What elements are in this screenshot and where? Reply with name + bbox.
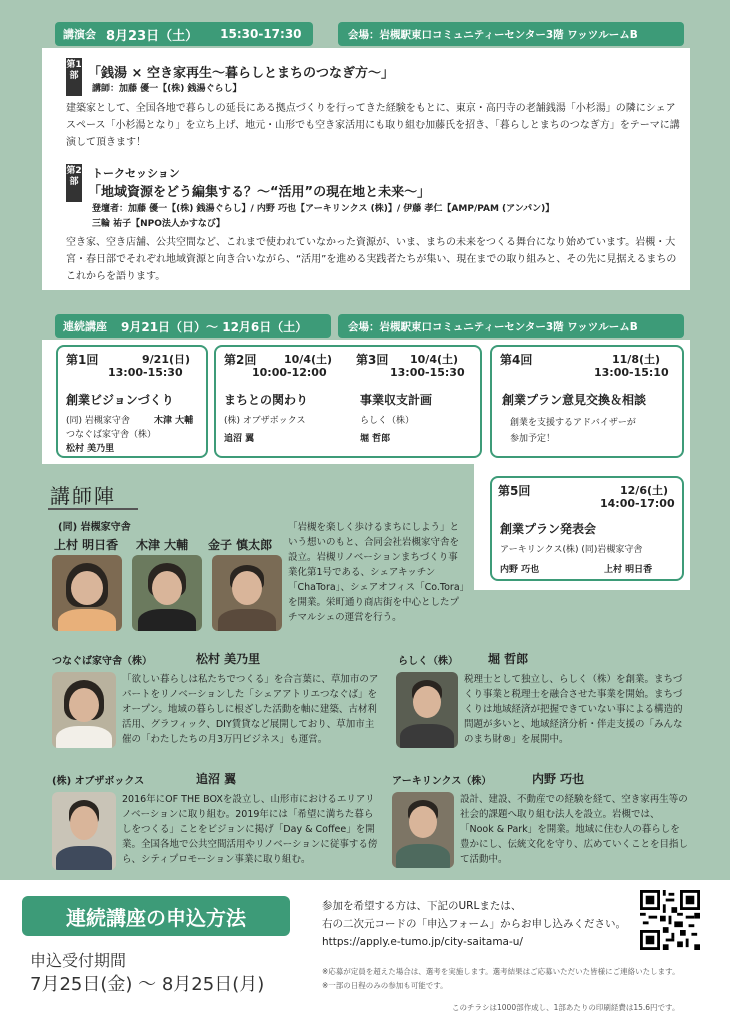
- print-cost-note: このチラシは1000部作成し、1部あたりの印刷経費は15.6円です。: [452, 1003, 680, 1012]
- matsumura-org: つなぐば家守舎（株）: [52, 656, 152, 667]
- series-dates: 9月21日（日）〜 12月6日（土）: [121, 319, 308, 334]
- group1-name-3: 金子 慎太郎: [208, 538, 273, 552]
- session-instructor: 木津 大輔: [154, 416, 194, 426]
- oinuma-org: (株) オブザボックス: [52, 776, 145, 787]
- lecture-header: [55, 22, 313, 46]
- session-title: 事業収支計画: [360, 393, 433, 407]
- session-num: 第3回: [356, 353, 389, 367]
- session-note: 創業を支援するアドバイザーが: [510, 418, 636, 428]
- session-title: まちとの関わり: [224, 393, 309, 407]
- group1-name-2: 木津 大輔: [136, 538, 189, 552]
- series-header: [55, 314, 331, 338]
- photo-hori: [396, 672, 458, 748]
- session-date: 10/4(土): [284, 353, 333, 366]
- series-label: 連続講座: [63, 320, 107, 333]
- session-instructor-2: 上村 明日香: [604, 565, 653, 575]
- session-instructor: 内野 巧也: [500, 565, 540, 575]
- session-org: アーキリンクス(株) (同)岩槻家守舎: [500, 545, 643, 555]
- session-num: 第4回: [500, 353, 533, 367]
- photo-kizu: [132, 555, 202, 631]
- session-org: (同) 岩槻家守舎: [66, 416, 130, 426]
- session-time: 13:00-15:30: [390, 366, 465, 379]
- uchino-org: アーキリンクス（株）: [392, 776, 492, 787]
- lecture-venue-text: 会場：岩槻駅東口コミュニティーセンター3階 ワッツルームB: [348, 28, 638, 41]
- lecture-label: 講演会: [63, 28, 96, 41]
- apply-instructions-2: 右の二次元コードの「申込フォーム」からお申し込みください。: [322, 918, 626, 930]
- session-time: 13:00-15:30: [108, 366, 183, 379]
- session-org-2: つなぐば家守舎（株）: [66, 430, 157, 440]
- photo-uchino: [392, 792, 454, 868]
- session-time: 10:00-12:00: [252, 366, 327, 379]
- session-num: 第1回: [66, 353, 99, 367]
- part2-body: 空き家、空き店舗、公共空間など、これまで使われていなかった資源が、いま、まちの未来をつくる舞台になり始めています。岩槻・大宮・春日部でそれぞれ地域資源と向き合いながら、“活用”を進める実践者たちが集い、現在までの取り組みと、その先に見据えるまちのこれからを語ります。: [66, 237, 677, 282]
- group1-name-1: 上村 明日香: [54, 538, 119, 552]
- session-date: 11/8(土): [612, 353, 661, 366]
- session-date: 12/6(土): [620, 484, 669, 497]
- session-instructor-2: 松村 美乃里: [66, 444, 115, 454]
- session-time: 14:00-17:00: [600, 497, 675, 510]
- photo-matsumura: [52, 672, 116, 748]
- series-venue-text: 会場：岩槻駅東口コミュニティーセンター3階 ワッツルームB: [348, 320, 638, 333]
- lecture-venue: [338, 22, 684, 46]
- series-venue: [338, 314, 684, 338]
- session-card-1: [56, 345, 208, 458]
- period-label: 申込受付期間: [30, 951, 127, 970]
- session-card-5: [490, 476, 684, 581]
- hori-desc: 税理士として独立し、らしく（株）を創業。まちづくり事業と税理士を融合させた事業を開始。まちづくりは地域経済が把握できていない事による構造的問題が多いと、地域経済分析・伴走支援の「みんなのまち財®」を展開中。: [464, 674, 683, 745]
- matsumura-desc: 「欲しい暮らしは私たちでつくる」を合言葉に、草加市のアパートをリノベーションした「シェアアトリエつなぐば」をオープン。地域の暮らしに根ざした活動を軸に建築、古材利活用、グラフィック、DIY賃貸など展開しており、草加市主催の「わたしたちの月3万円ビジネス」も運営。: [122, 674, 379, 745]
- group1-desc: 「岩槻を楽しく歩けるまちにしよう」という想いのもと、合同会社岩槻家守舎を設立。岩槻リノベーションまちづくり事業化第1号である、シェアキッチン「ChaTora」、シェアオフィス「Co.Tora」を開業。栄町通り商店街を中心としたプチマルシェの運営を行う。: [288, 522, 465, 623]
- hori-name: 堀 哲郎: [488, 652, 529, 666]
- instructors-heading: 講師陣: [50, 484, 116, 508]
- lecture-time: 15:30-17:30: [220, 27, 302, 41]
- apply-instructions-1: 参加を希望する方は、下記のURLまたは、: [322, 900, 522, 912]
- uchino-desc: 設計、建設、不動産での経験を経て、空き家再生等の社会的課題へ取り組む法人を設立。岩槻では、「Nook & Park」を開業。地域に住む人の暮らしを豊かにし、伝統文化を守り、広めていくことを目指して活動中。: [460, 794, 689, 865]
- oinuma-desc: 2016年にOF THE BOXを設立し、山形市におけるエリアリノベーションに取り組む。2019年には「希望に満ちた暮らしをつくる」ことをビジョンに掲げ「Day & Coffee」を開業。全国各地で公共空間活用やリノベーションに従事する傍ら、シティプロモーション事業に取り組む。: [122, 794, 378, 865]
- heading-underline: [48, 508, 138, 510]
- session-date: 9/21(日): [142, 353, 191, 366]
- hori-org: らしく（株）: [398, 656, 458, 667]
- part2-kind: トークセッション: [92, 167, 180, 180]
- session-card-4: [490, 345, 684, 458]
- oinuma-name: 追沼 翼: [196, 772, 237, 786]
- apply-title: 連続講座の申込方法: [66, 905, 246, 930]
- note-selection: ※応募が定員を超えた場合は、選考を実施します。選考結果はご応募いただいた皆様にご連絡いたします。: [322, 967, 680, 976]
- session-title: 創業プラン発表会: [500, 522, 597, 536]
- session-org: らしく（株）: [360, 416, 415, 426]
- part2-badge: 第2部: [66, 164, 82, 202]
- session-instructor: 堀 哲郎: [360, 434, 391, 444]
- part1-speaker: 講師：加藤 優一【(株) 銭湯ぐらし】: [92, 84, 242, 94]
- matsumura-name: 松村 美乃里: [196, 652, 261, 666]
- note-partial: ※一部の日程のみの参加も可能です。: [322, 981, 448, 990]
- session-note-2: 参加予定！: [510, 434, 556, 444]
- part2-panelists-2: 三輪 祐子【NPO法人かすなび】: [92, 219, 225, 229]
- uchino-name: 内野 巧也: [532, 772, 585, 786]
- session-num: 第5回: [498, 484, 531, 498]
- photo-uemura: [52, 555, 122, 631]
- session-title: 創業プラン意見交換＆相談: [502, 393, 647, 407]
- group1-org: (同) 岩槻家守舎: [58, 522, 131, 533]
- part1-body: 建築家として、全国各地で暮らしの延長にある拠点づくりを行ってきた経験をもとに、東京・高円寺の老舗銭湯「小杉湯」の隣にシェアスペース「小杉湯となり」を立ち上げ、地元・山形でも空き家活用にも取り組む加藤氏を招き、「暮らしとまちのつなぎ方」をテーマに講演して頂きます！: [66, 103, 680, 148]
- session-date: 10/4(土): [410, 353, 459, 366]
- part2-panelists: 登壇者：加藤 優一【(株) 銭湯ぐらし】/ 内野 巧也【アーキリンクス (株)】/ 伊藤 孝仁【AMP/PAM (アンパン)】: [92, 204, 555, 214]
- period-dates: 7月25日(金) 〜 8月25日(月): [30, 974, 265, 995]
- photo-oinuma: [52, 792, 116, 870]
- part1-title: 「銭湯 × 空き家再生〜暮らしとまちのつなぎ方〜」: [88, 66, 394, 81]
- session-title: 創業ビジョンづくり: [66, 393, 174, 407]
- part1-badge: 第1部: [66, 58, 82, 96]
- session-time: 13:00-15:10: [594, 366, 669, 379]
- session-card-2-3: [214, 345, 482, 458]
- session-org: (株) オブザボックス: [224, 416, 306, 426]
- part2-title: 「地域資源をどう編集する？〜“活用”の現在地と未来〜」: [88, 185, 431, 200]
- session-instructor: 追沼 翼: [224, 434, 255, 444]
- photo-kaneko: [212, 555, 282, 631]
- apply-title-box: [22, 896, 290, 936]
- apply-url[interactable]: https://apply.e-tumo.jp/city-saitama-u/: [322, 936, 523, 948]
- qr-code-icon[interactable]: [640, 890, 700, 950]
- lecture-date: 8月23日（土）: [106, 28, 199, 44]
- session-num: 第2回: [224, 353, 257, 367]
